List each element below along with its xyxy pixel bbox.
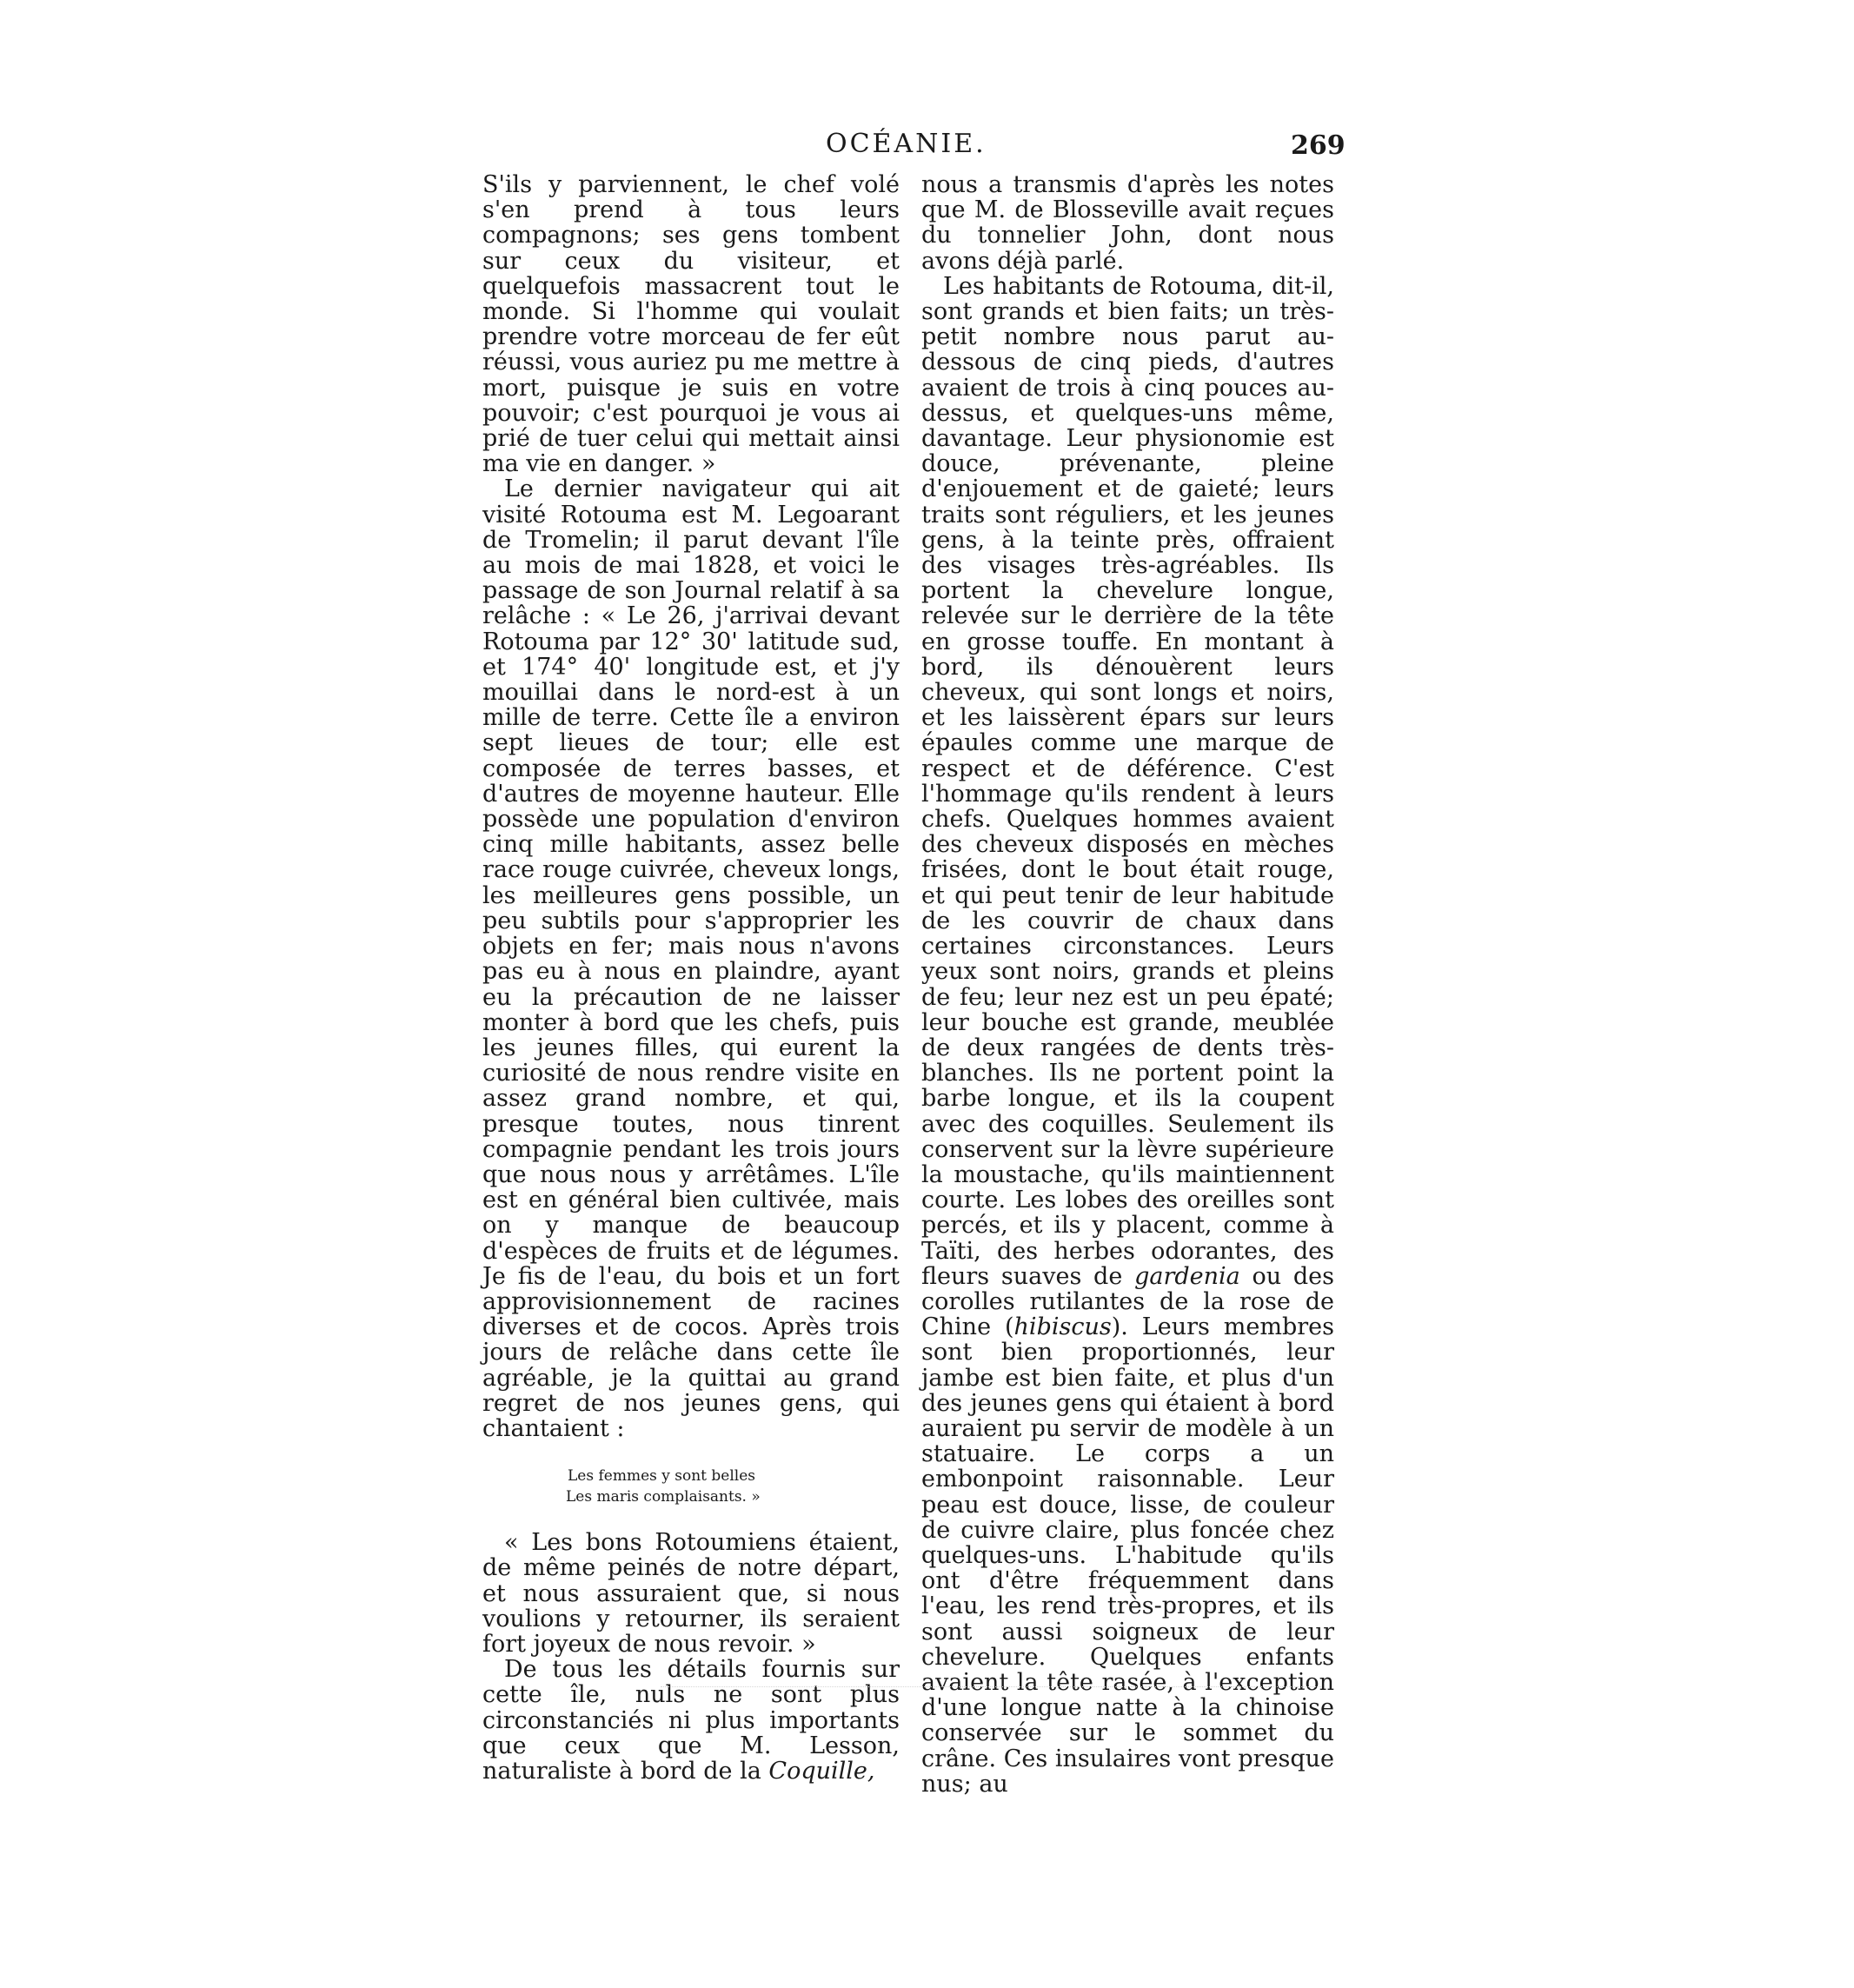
- paragraph: [921, 274, 1334, 1797]
- right-column: [921, 172, 1334, 1797]
- paragraph: S'ils y parviennent, le chef volé s'en prend à tous leurs compagnons; ses gens tombent sur ceux du visiteur, et quelquefois massacrent tout le monde. Si l'homme qui voulait prendre votre morceau de fer eût réussi, vous auriez pu me mettre à mort, puisque je suis en votre pouvoir; c'est pourquoi je vous ai prié de tuer celui qui mettait ainsi ma vie en danger. »: [482, 171, 900, 478]
- left-column: [482, 172, 900, 1784]
- paragraph-text: ou des corolles rutilantes de la rose de Chine (: [921, 1262, 1334, 1341]
- page-number: 269: [1291, 130, 1346, 161]
- scan-specks: [661, 1686, 1321, 1689]
- verse-line: Les maris complaisants. »: [566, 1488, 761, 1506]
- paragraph: [482, 1657, 900, 1784]
- verse-quote: [568, 1466, 900, 1507]
- paragraph: nous a transmis d'après les notes que M. de Blosseville avait reçues du tonnelier John, dont nous avons déjà parlé.: [921, 171, 1334, 275]
- italic-term: hibiscus: [1013, 1313, 1112, 1341]
- paragraph-text: De tous les détails fournis sur cette île, nuls ne sont plus circonstanciés ni plus importants que ceux que M. Lesson, naturaliste à bord de la: [482, 1656, 900, 1785]
- ship-name: Coquille,: [768, 1757, 875, 1785]
- italic-term: gardenia: [1134, 1262, 1240, 1290]
- paragraph: Le dernier navigateur qui ait visité Rotouma est M. Legoarant de Tromelin; il parut devant l'île au mois de mai 1828, et voici le passage de son Journal relatif à sa relâche : « Le 26, j'arrivai devant Rotouma par 12° 30' latitude sud, et 174° 40' longitude est, et j'y mouillai dans le nord-est à un mille de terre. Cette île a environ sept lieues de tour; elle est composée de terres basses, et d'autres de moyenne hauteur. Elle possède une population d'environ cinq mille habitants, assez belle race rouge cuivrée, cheveux longs, les meilleures gens possible, un peu subtils pour s'approprier les objets en fer; mais nous n'avons pas eu à nous en plaindre, ayant eu la précaution de ne laisser monter à bord que les chefs, puis les jeunes filles, qui eurent la curiosité de nous rendre visite en assez grand nombre, et qui, presque toutes, nous tinrent compagnie pendant les trois jours que nous nous y arrêtâmes. L'île est en général bien cultivée, mais on y manque de beaucoup d'espèces de fruits et de légumes. Je fis de l'eau, du bois et un fort approvisionnement de racines diverses et de cocos. Après trois jours de relâche dans cette île agréable, je la quittai au grand regret de nos jeunes gens, qui chantaient :: [482, 475, 900, 1442]
- paragraph-text: Les habitants de Rotouma, dit-il, sont grands et bien faits; un très-petit nombre nous parut au-dessous de cinq pieds, d'autres avaient de trois à cinq pouces au-dessus, et quelques-uns même, davantage. Leur physionomie est douce, prévenante, pleine d'enjouement et de gaieté; leurs traits sont réguliers, et les jeunes gens, à la teinte près, offraient des visages très-agréables. Ils portent la chevelure longue, relevée sur le derrière de la tête en grosse touffe. En montant à bord, ils dénouèrent leurs cheveux, qui sont longs et noirs, et les laissèrent épars sur leurs épaules comme une marque de respect et de déférence. C'est l'hommage qu'ils rendent à leurs chefs. Quelques hommes avaient des cheveux disposés en mèches frisées, dont le bout était rouge, et qui peut tenir de leur habitude de les couvrir de chaux dans certaines circonstances. Leurs yeux sont noirs, grands et pleins de feu; leur nez est un peu épaté; leur bouche est grande, meublée de deux rangées de dents très-blanches. Ils ne portent point la barbe longue, et ils la coupent avec des coquilles. Seulement ils conservent sur la lèvre supérieure la moustache, qu'ils maintiennent courte. Les lobes des oreilles sont percés, et ils y placent, comme à Taïti, des herbes odorantes, des fleurs suaves de: [921, 272, 1334, 1290]
- paragraph-text: ). Leurs membres sont bien proportionnés, leur jambe est bien faite, et plus d'un des jeunes gens qui étaient à bord auraient pu servir de modèle à un statuaire. Le corps a un embonpoint raisonnable. Leur peau est douce, lisse, de couleur de cuivre claire, plus foncée chez quelques-uns. L'habitude qu'ils ont d'être fréquemment dans l'eau, les rend très-propres, et ils sont aussi soigneux de leur chevelure. Quelques enfants avaient la tête rasée, à l'exception d'une longue natte à la chinoise conservée sur le sommet du crâne. Ces insulaires vont presque nus; au: [921, 1313, 1334, 1798]
- verse-line: Les femmes y sont belles: [568, 1467, 756, 1486]
- running-title: OCÉANIE.: [826, 129, 987, 159]
- paragraph: « Les bons Rotoumiens étaient, de même peinés de notre départ, et nous assuraient que, si nous voulions y retourner, ils seraient fort joyeux de nous revoir. »: [482, 1529, 900, 1658]
